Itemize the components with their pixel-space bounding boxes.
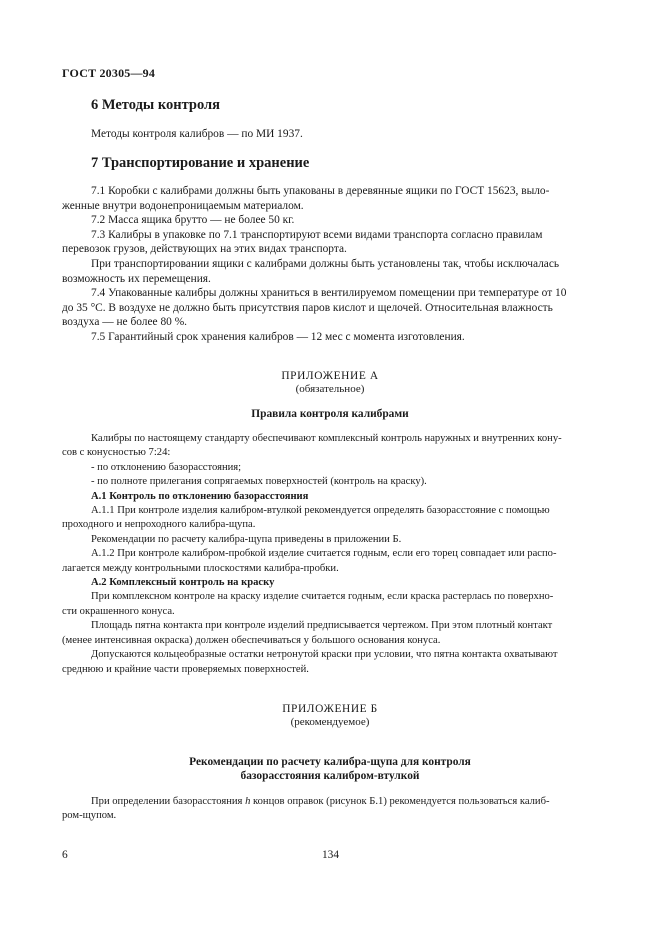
page-number-left: 6 — [62, 849, 68, 861]
appendix-b-heading-line1: Рекомендации по расчету калибра-щупа для контроля — [189, 756, 471, 768]
a12-line2: лагается между контрольными плоскостями калибра-пробки. — [62, 562, 339, 574]
a2-line6: среднюю и крайние части проверяемых поверхностей. — [62, 663, 309, 675]
appendix-b-title: ПРИЛОЖЕНИЕ Б — [282, 703, 378, 715]
a-intro-line2: сов с конусностью 7:24: — [62, 447, 171, 459]
a-intro-line1: Калибры по настоящему стандарту обеспечивают комплексный контроль наружных и внутренних кону- — [91, 433, 562, 444]
page-number-center: 134 — [321, 849, 340, 861]
appendix-b-body — [62, 795, 598, 824]
a12-line1: А.1.2 При контроле калибром-пробкой изделие считается годным, если его торец совпадает или распо- — [91, 548, 557, 560]
b-para-variable: h — [245, 796, 251, 807]
p72: 7.2 Масса ящика брутто — не более 50 кг. — [91, 214, 295, 227]
b-para-line2: ром-щупом. — [62, 810, 117, 822]
p71-line1: 7.1 Коробки с калибрами должны быть упакованы в деревянные ящики по ГОСТ 15623, выло- — [91, 185, 550, 197]
p74-line3: воздуха — не более 80 %. — [62, 316, 188, 329]
appendix-a-subtitle: (обязательное) — [295, 383, 365, 395]
p74-line1: 7.4 Упакованные калибры должны храниться в вентилируемом помещении при температуре от 10 — [91, 287, 567, 300]
a2-line5: Допускаются кольцеобразные остатки нетронутой краски при условии, что пятна контакта охватывают — [91, 649, 558, 661]
appendix-a-body — [62, 432, 598, 677]
a-list-item-1: - по отклонению базорасстояния; — [91, 461, 242, 473]
p73-line2: перевозок грузов, действующих на этих видах транспорта. — [62, 243, 347, 256]
p71-line2: женные внутри водонепроницаемым материалом. — [62, 199, 304, 212]
appendix-b-heading-line2: базорасстояния калибром-втулкой — [240, 770, 420, 782]
appendix-a-title: ПРИЛОЖЕНИЕ А — [281, 370, 379, 382]
section-6-text: Методы контроля калибров — по МИ 1937. — [91, 128, 303, 140]
b-para-text-b: концов оправок (рисунок Б.1) рекомендуется пользоваться калиб- — [250, 796, 550, 807]
a2-line1: При комплексном контроле на краску изделие считается годным, если краска растерлась по поверхно- — [91, 591, 554, 603]
a1-subheading: А.1 Контроль по отклонению базорасстояния — [91, 490, 309, 502]
a-list-item-2: - по полноте прилегания сопрягаемых поверхностей (контроль на краску). — [91, 476, 427, 488]
a2-line4: (менее интенсивная окраска) должен обеспечиваться у большого основания конуса. — [62, 634, 441, 646]
b-para-text-a: При определении базорасстояния — [91, 796, 246, 807]
a2-subheading: А.2 Комплексный контроль на краску — [91, 577, 275, 589]
a11-line2: проходного и непроходного калибра-щупа. — [62, 519, 256, 531]
p73b-line1: При транспортировании ящики с калибрами должны быть установлены так, чтобы исключалась — [91, 257, 560, 270]
section-6-title: 6 Методы контроля — [91, 97, 221, 113]
appendix-b-subtitle: (рекомендуемое) — [290, 716, 370, 728]
document-header: ГОСТ 20305—94 — [62, 66, 156, 80]
p73-line1: 7.3 Калибры в упаковке по 7.1 транспортируют всеми видами транспорта согласно правилам — [91, 228, 543, 241]
section-7-title: 7 Транспортирование и хранение — [91, 155, 310, 171]
a11-line1: А.1.1 При контроле изделия калибром-втулкой рекомендуется определять базорасстояние с помощью — [91, 505, 550, 517]
p74-line2: до 35 °С. В воздухе не должно быть присутствия паров кислот и щелочей. Относительная влажность — [62, 301, 553, 314]
a2-line2: сти окрашенного конуса. — [62, 605, 175, 617]
b-para-line1 — [62, 795, 598, 809]
appendix-a-heading: Правила контроля калибрами — [251, 408, 409, 420]
section-7-body — [62, 184, 598, 345]
p73b-line2: возможность их перемещения. — [62, 272, 211, 285]
p75: 7.5 Гарантийный срок хранения калибров — 12 мес с момента изготовления. — [91, 330, 465, 343]
a-recommendation: Рекомендации по расчету калибра-щупа приведены в приложении Б. — [91, 533, 402, 545]
a2-line3: Площадь пятна контакта при контроле изделий предписывается чертежом. При этом плотный контакт — [91, 620, 553, 632]
